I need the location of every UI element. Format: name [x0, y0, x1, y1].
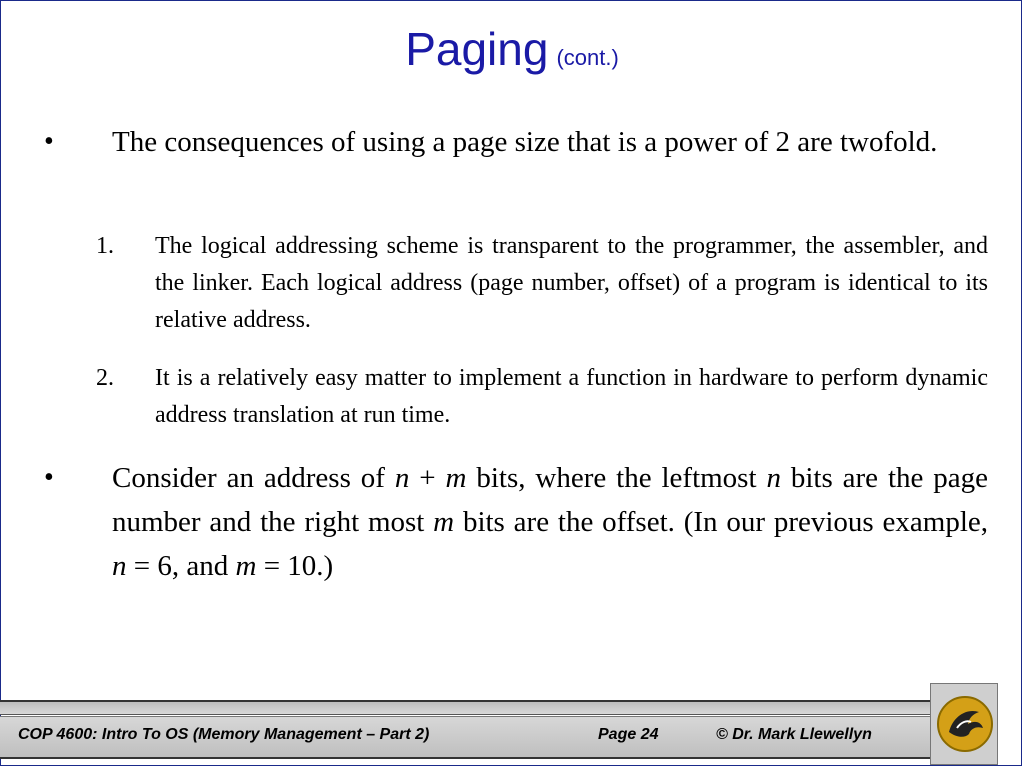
- numbered-label-2: 2.: [96, 365, 114, 391]
- numbered-label-1: 1.: [96, 233, 114, 259]
- footer-strip: [0, 700, 930, 715]
- ucf-pegasus-logo-icon: [935, 694, 995, 754]
- bullet-2-text: Consider an address of n + m bits, where the leftmost n bits are the page number and the right most m bits are the offset. (In our previous example, n = 6, and m = 10.): [112, 462, 989, 582]
- footer-copyright: © Dr. Mark Llewellyn: [716, 726, 872, 743]
- bullet-marker: •: [44, 126, 54, 157]
- slide-title: [0, 22, 1024, 76]
- numbered-item-2: It is a relatively easy matter to implement a function in hardware to perform dynamic address translation at run time.: [155, 365, 988, 428]
- title-text: Paging: [405, 23, 549, 75]
- bullet-1-text: The consequences of using a page size that is a power of 2 are twofold.: [112, 126, 938, 158]
- numbered-item-1: The logical addressing scheme is transparent to the programmer, the assembler, and the linker. Each logical address (page number, offset) of a program is identical to its relative address.: [155, 233, 988, 333]
- logo-box: [930, 683, 998, 765]
- footer-course: COP 4600: Intro To OS (Memory Management – Part 2): [18, 726, 430, 743]
- bullet-marker-2: •: [44, 462, 54, 493]
- footer-page-number: Page 24: [598, 726, 659, 743]
- title-suffix: (cont.): [556, 45, 619, 70]
